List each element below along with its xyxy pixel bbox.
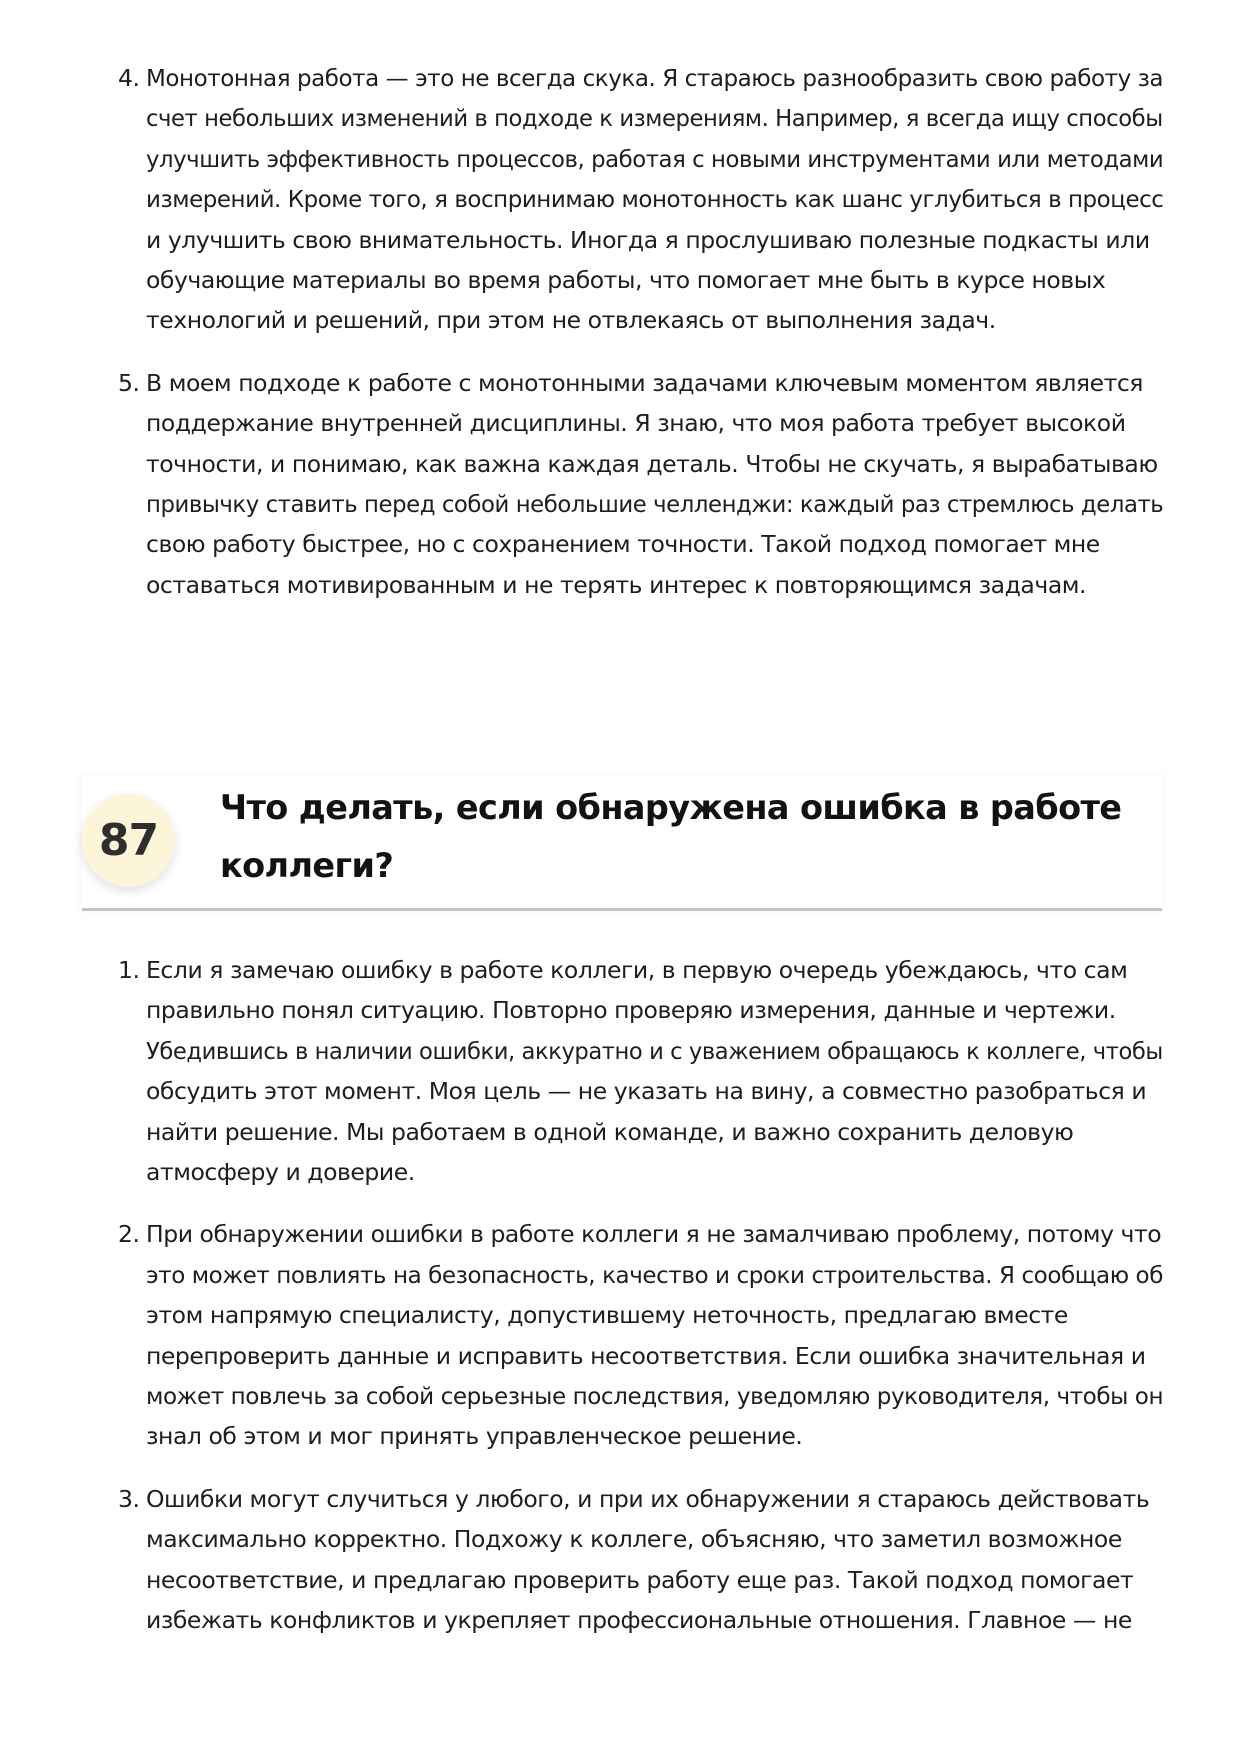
item-number: 4. <box>118 64 140 92</box>
text-line: обучающие материалы во время работы, что помогает мне быть в курсе новых <box>146 266 1106 295</box>
text-line: точности, и понимаю, как важна каждая деталь. Чтобы не скучать, я вырабатываю <box>146 449 1158 478</box>
answer-item-4 <box>113 58 1163 341</box>
item-number: 1. <box>118 956 140 984</box>
answer-item-1 <box>113 950 1163 1192</box>
text-line: Если я замечаю ошибку в работе коллеги, в первую очередь убеждаюсь, что сам <box>146 956 1128 984</box>
text-line: правильно понял ситуацию. Повторно проверяю измерения, данные и чертежи. <box>146 996 1116 1025</box>
item-number: 3. <box>118 1484 140 1513</box>
text-line: атмосферу и доверие. <box>146 1158 415 1187</box>
text-line: максимально корректно. Подхожу к коллеге, объясняю, что заметил возможное <box>146 1525 1122 1554</box>
text-line: улучшить эффективность процессов, работая с новыми инструментами или методами <box>146 144 1164 173</box>
text-line: Убедившись в наличии ошибки, аккуратно и с уважением обращаюсь к коллеге, чтобы <box>146 1036 1163 1065</box>
answer-item-3 <box>113 1479 1163 1641</box>
text-line: знал об этом и мог принять управленческое решение. <box>146 1422 803 1451</box>
text-line: оставаться мотивированным и не терять интерес к повторяющимся задачам. <box>146 570 1087 599</box>
question-header <box>82 776 1162 911</box>
text-line: технологий и решений, при этом не отвлекаясь от выполнения задач. <box>146 306 996 335</box>
text-line: этом напрямую специалисту, допустившему неточность, предлагаю вместе <box>146 1301 1068 1330</box>
text-line: это может повлиять на безопасность, качество и сроки строительства. Я сообщаю об <box>146 1260 1164 1289</box>
question-title <box>220 779 1150 895</box>
text-line: несоответствие, и предлагаю проверить работу еще раз. Такой подход помогает <box>146 1565 1134 1594</box>
text-line: обсудить этот момент. Моя цель — не указать на вину, а совместно разобраться и <box>146 1077 1147 1106</box>
item-number: 5. <box>118 368 140 397</box>
text-line: Монотонная работа — это не всегда скука. Я стараюсь разнообразить свою работу за <box>146 64 1164 92</box>
text-line: избежать конфликтов и укрепляет профессиональные отношения. Главное — не <box>146 1606 1132 1635</box>
answer-item-2 <box>113 1214 1163 1456</box>
item-number: 2. <box>118 1220 140 1249</box>
question-number-badge: 87 <box>82 794 175 887</box>
title-line: Что делать, если обнаружена ошибка в работе <box>220 788 1122 827</box>
text-line: При обнаружении ошибки в работе коллеги я не замалчиваю проблему, потому что <box>146 1220 1162 1249</box>
answer-list-bottom <box>113 950 1163 1663</box>
text-line: привычку ставить перед собой небольшие челленджи: каждый раз стремлюсь делать <box>146 490 1164 519</box>
text-line: Ошибки могут случиться у любого, и при их обнаружении я стараюсь действовать <box>146 1484 1150 1513</box>
text-line: перепроверить данные и исправить несоответствия. Если ошибка значительная и <box>146 1341 1146 1370</box>
text-line: измерений. Кроме того, я воспринимаю монотонность как шанс углубиться в процесс <box>146 185 1164 214</box>
answer-list-top <box>113 58 1163 627</box>
text-line: найти решение. Мы работаем в одной команде, и важно сохранить деловую <box>146 1117 1074 1146</box>
text-line: В моем подходе к работе с монотонными задачами ключевым моментом является <box>146 368 1143 397</box>
title-line: коллеги? <box>220 846 394 885</box>
text-line: и улучшить свою внимательность. Иногда я прослушиваю полезные подкасты или <box>146 225 1150 254</box>
answer-item-5 <box>113 363 1163 605</box>
text-line: поддержание внутренней дисциплины. Я знаю, что моя работа требует высокой <box>146 409 1126 438</box>
text-line: счет небольших изменений в подходе к измерениям. Например, я всегда ищу способы <box>146 104 1163 133</box>
text-line: свою работу быстрее, но с сохранением точности. Такой подход помогает мне <box>146 530 1100 559</box>
text-line: может повлечь за собой серьезные последствия, уведомляю руководителя, чтобы он <box>146 1382 1164 1411</box>
